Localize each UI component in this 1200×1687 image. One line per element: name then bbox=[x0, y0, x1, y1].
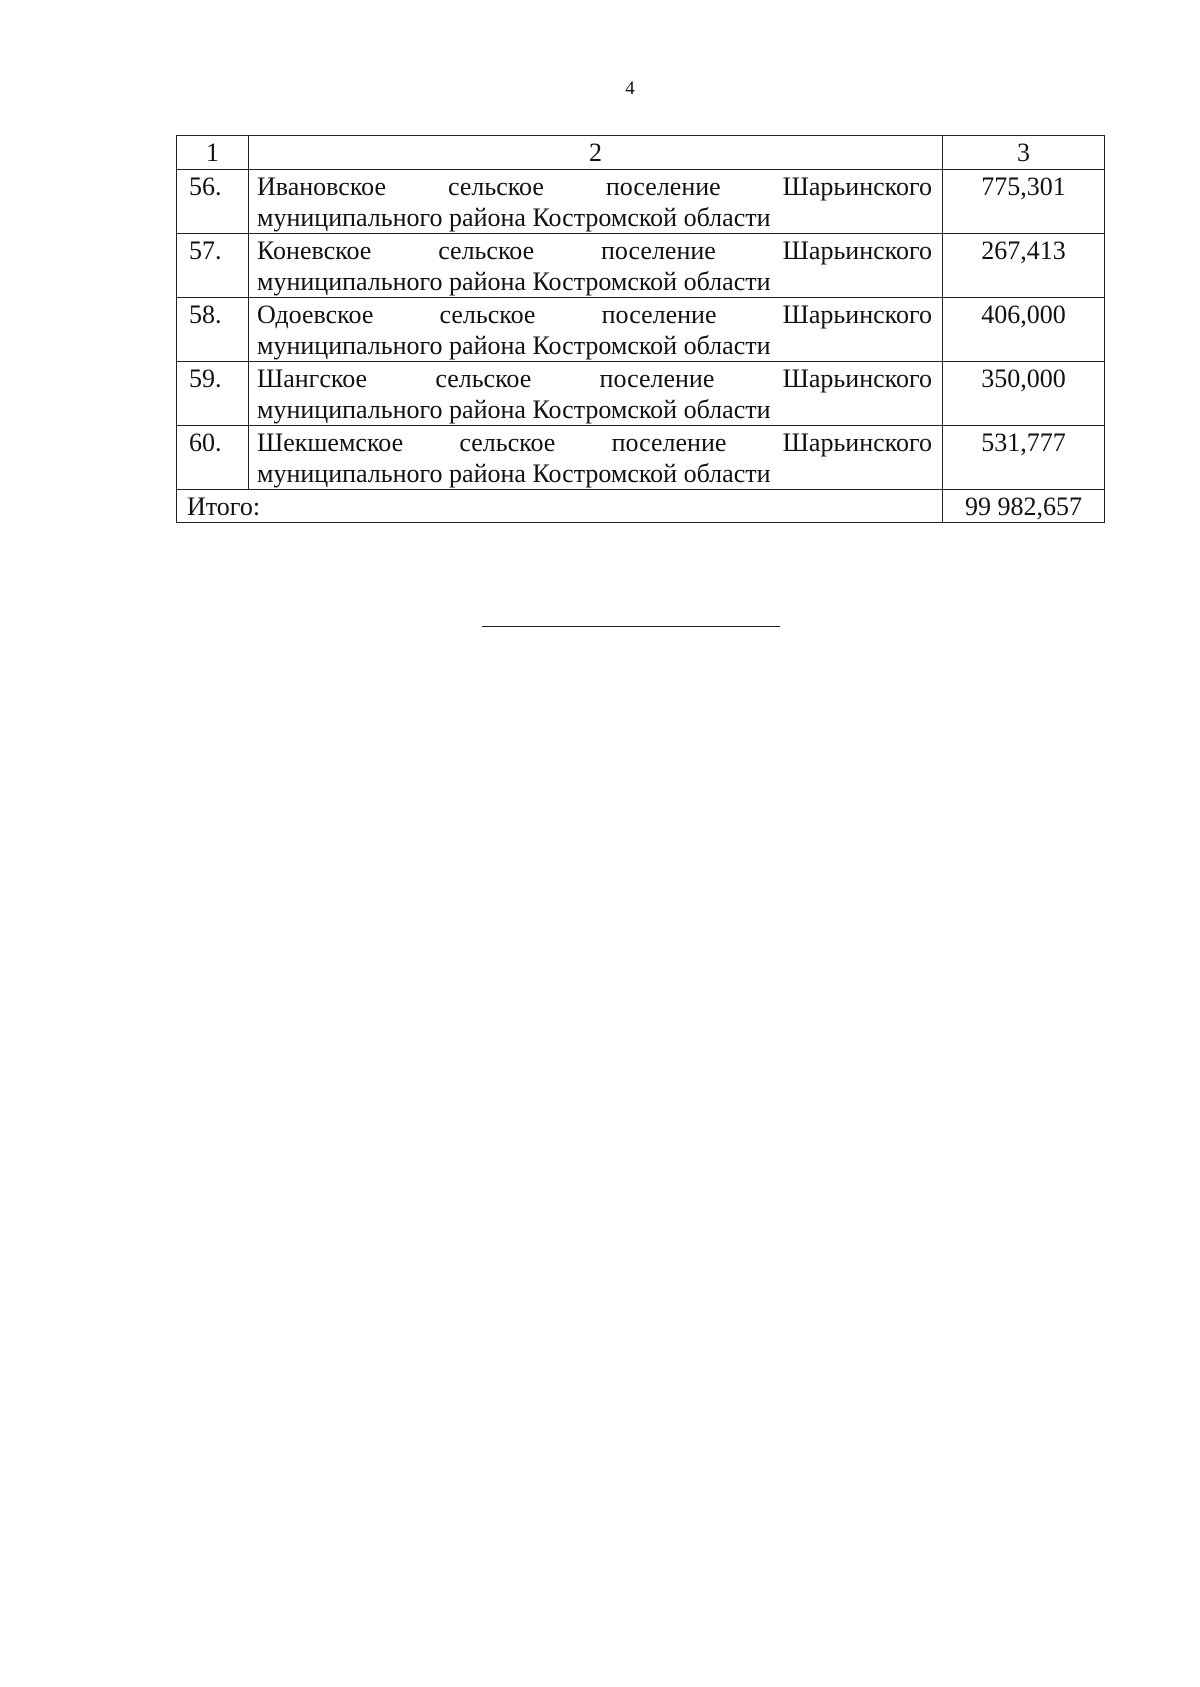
row-name-line1: Коневское сельское поселение Шарьинского bbox=[257, 236, 932, 265]
row-name-line2: муниципального района Костромской области bbox=[257, 203, 771, 232]
row-number: 58. bbox=[177, 298, 249, 362]
header-col-2: 2 bbox=[249, 136, 943, 170]
table-row bbox=[177, 362, 1105, 426]
allocation-table bbox=[176, 135, 1105, 523]
row-name bbox=[249, 170, 943, 234]
row-name bbox=[249, 426, 943, 490]
header-col-1: 1 bbox=[177, 136, 249, 170]
table-row bbox=[177, 298, 1105, 362]
row-name bbox=[249, 298, 943, 362]
total-value: 99 982,657 bbox=[943, 490, 1105, 523]
row-number: 59. bbox=[177, 362, 249, 426]
table-row bbox=[177, 426, 1105, 490]
row-value: 350,000 bbox=[943, 362, 1105, 426]
header-col-3: 3 bbox=[943, 136, 1105, 170]
table-header-row bbox=[177, 136, 1105, 170]
row-name-line2: муниципального района Костромской области bbox=[257, 459, 771, 488]
row-name-line1: Ивановское сельское поселение Шарьинского bbox=[257, 172, 932, 201]
row-number: 60. bbox=[177, 426, 249, 490]
end-divider-line bbox=[482, 626, 780, 627]
table-total-row bbox=[177, 490, 1105, 523]
total-label: Итого: bbox=[177, 490, 943, 523]
row-number: 57. bbox=[177, 234, 249, 298]
table-row bbox=[177, 170, 1105, 234]
row-name-line2: муниципального района Костромской области bbox=[257, 395, 771, 424]
row-number: 56. bbox=[177, 170, 249, 234]
row-name bbox=[249, 362, 943, 426]
row-value: 531,777 bbox=[943, 426, 1105, 490]
row-value: 267,413 bbox=[943, 234, 1105, 298]
row-name-line1: Шекшемское сельское поселение Шарьинского bbox=[257, 428, 932, 457]
table-row bbox=[177, 234, 1105, 298]
row-value: 775,301 bbox=[943, 170, 1105, 234]
row-name-line2: муниципального района Костромской области bbox=[257, 267, 771, 296]
row-name-line1: Шангское сельское поселение Шарьинского bbox=[257, 364, 932, 393]
row-name bbox=[249, 234, 943, 298]
row-name-line2: муниципального района Костромской области bbox=[257, 331, 771, 360]
row-value: 406,000 bbox=[943, 298, 1105, 362]
row-name-line1: Одоевское сельское поселение Шарьинского bbox=[257, 300, 932, 329]
page-number: 4 bbox=[625, 78, 635, 99]
